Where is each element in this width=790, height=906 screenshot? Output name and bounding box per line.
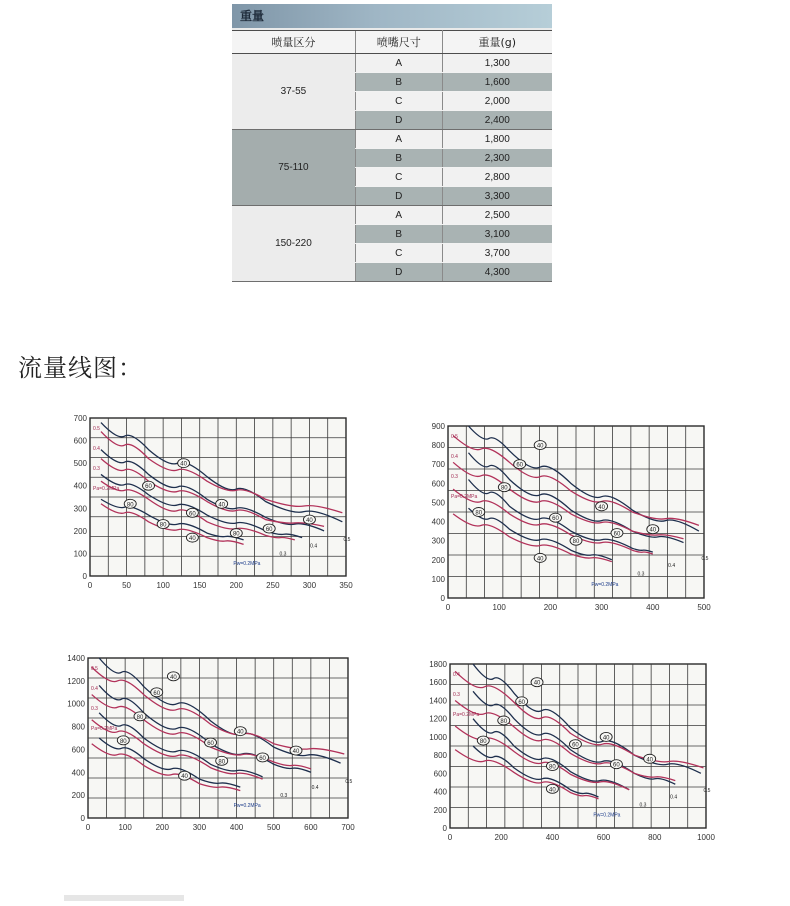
y-tick-label: 1200 <box>67 676 85 686</box>
curve-marker-label: 60 <box>265 527 273 534</box>
y-tick-label: 1200 <box>429 714 447 724</box>
section-title-flow-charts: 流量线图： <box>18 354 143 382</box>
bottom-cropped-text <box>64 895 184 901</box>
pressure-label: 0.4 <box>310 543 318 550</box>
air-pressure-label: 0.5 <box>451 434 458 440</box>
curve-marker-label: 60 <box>516 462 524 469</box>
air-pressure-label: Pa=0.2MPa <box>453 712 480 718</box>
chart-svg <box>422 420 722 620</box>
x-tick-label: 700 <box>341 823 355 832</box>
pressure-label: Pw=0.2MPa <box>591 581 619 588</box>
curve-marker-label: 40 <box>236 729 244 736</box>
nozzle-size-cell: C <box>355 92 442 111</box>
curve-marker-label: 60 <box>572 742 579 749</box>
weight-table-panel <box>232 4 552 276</box>
y-tick-label: 1800 <box>429 660 447 669</box>
curve-marker-label: 60 <box>613 531 621 538</box>
x-tick-label: 0 <box>447 833 453 842</box>
pressure-label: 0.5 <box>703 787 711 794</box>
air-pressure-label: 0.3 <box>453 692 460 698</box>
x-tick-label: 100 <box>156 581 170 590</box>
x-tick-label: 400 <box>545 833 560 842</box>
table-row <box>232 54 552 73</box>
air-pressure-label: 0.4 <box>453 672 460 678</box>
x-tick-label: 500 <box>697 603 711 612</box>
curve-marker-label: 60 <box>518 699 526 706</box>
y-tick-label: 200 <box>431 555 445 565</box>
weight-cell: 1,800 <box>442 130 552 149</box>
curve-marker-label: 80 <box>500 485 508 492</box>
y-tick-label: 1600 <box>429 678 447 688</box>
curve-marker-label: 80 <box>136 714 144 721</box>
weight-cell: 2,000 <box>442 92 552 111</box>
weight-cell: 2,500 <box>442 206 552 225</box>
pressure-label: 0.4 <box>668 563 676 570</box>
x-tick-label: 400 <box>646 603 660 612</box>
y-tick-label: 400 <box>431 517 445 527</box>
curve-marker-label: 40 <box>181 774 188 781</box>
curve-marker-label: 80 <box>479 739 487 746</box>
y-tick-label: 0 <box>442 824 447 833</box>
nozzle-size-cell: D <box>355 111 442 130</box>
nozzle-size-cell: D <box>355 187 442 206</box>
y-tick-label: 800 <box>71 722 85 732</box>
y-tick-label: 400 <box>433 787 447 797</box>
curve-marker-label: 40 <box>533 680 541 687</box>
curve-marker-label: 80 <box>475 510 483 517</box>
curve-marker-label: 40 <box>170 674 177 681</box>
y-tick-label: 400 <box>73 481 87 491</box>
x-tick-label: 500 <box>267 823 281 832</box>
chart-svg <box>58 652 358 842</box>
curve-marker-label: 60 <box>145 484 152 491</box>
curve-marker-label: 60 <box>207 741 214 748</box>
weight-table <box>232 30 552 282</box>
nozzle-size-cell: D <box>355 263 442 282</box>
y-tick-label: 0 <box>82 572 87 581</box>
x-tick-label: 50 <box>122 581 132 590</box>
air-pressure-label: Pa=0.2MPa <box>91 726 118 732</box>
x-tick-label: 200 <box>543 603 558 612</box>
curve-marker-label: 40 <box>602 735 610 742</box>
nozzle-size-cell: C <box>355 168 442 187</box>
curve-marker-label: 40 <box>598 504 605 511</box>
group-range-cell: 75-110 <box>232 130 355 206</box>
x-tick-label: 600 <box>304 823 318 832</box>
weight-cell: 2,300 <box>442 149 552 168</box>
y-tick-label: 700 <box>73 414 87 423</box>
weight-cell: 3,100 <box>442 225 552 244</box>
x-tick-label: 600 <box>596 833 611 842</box>
weight-cell: 1,300 <box>442 54 552 73</box>
y-tick-label: 500 <box>73 459 87 469</box>
air-pressure-label: 0.5 <box>93 426 100 432</box>
y-tick-label: 100 <box>431 574 445 584</box>
x-tick-label: 800 <box>648 833 662 842</box>
x-tick-label: 150 <box>193 581 207 590</box>
x-tick-label: 100 <box>492 603 506 612</box>
nozzle-size-cell: A <box>355 130 442 149</box>
x-tick-label: 0 <box>445 603 451 612</box>
curve-marker-label: 80 <box>119 738 127 745</box>
air-pressure-label: 0.3 <box>451 474 458 480</box>
curve-marker-label: 80 <box>572 539 580 546</box>
y-tick-label: 200 <box>433 805 447 815</box>
curve-marker-label: 40 <box>189 536 196 543</box>
x-tick-label: 300 <box>302 581 317 590</box>
pressure-label: 0.3 <box>637 571 645 578</box>
x-tick-label: 0 <box>85 823 91 832</box>
x-tick-label: 400 <box>229 823 244 832</box>
curve-marker-label: 40 <box>306 518 313 525</box>
air-pressure-label: 0.5 <box>91 666 98 672</box>
curve-marker-label: 80 <box>500 718 508 725</box>
y-tick-label: 100 <box>73 549 87 559</box>
pressure-label: Pw=0.2MPa <box>593 812 621 819</box>
curve-marker-label: 80 <box>126 502 134 509</box>
curve-marker-label: 80 <box>232 531 240 538</box>
air-pressure-label: 0.3 <box>93 466 100 472</box>
flow-chart-4 <box>420 658 720 852</box>
curve-marker-label: 40 <box>180 461 187 468</box>
air-pressure-label: Pa=0.2MPa <box>451 494 478 500</box>
table-row <box>232 130 552 149</box>
air-pressure-label: 0.4 <box>451 454 458 460</box>
y-tick-label: 1000 <box>429 732 447 742</box>
curve-marker-label: 60 <box>552 516 559 523</box>
y-tick-label: 800 <box>431 441 445 451</box>
curve-marker-label: 40 <box>646 757 654 764</box>
table-header-row <box>232 31 552 54</box>
curve-marker-label: 60 <box>189 511 196 518</box>
nozzle-size-cell: B <box>355 149 442 168</box>
pressure-label: 0.3 <box>639 802 647 809</box>
y-tick-label: 700 <box>431 460 445 470</box>
col-header-nozzle-size: 喷嘴尺寸 <box>355 31 442 54</box>
y-tick-label: 200 <box>71 791 85 801</box>
weight-table-header-bar <box>232 4 552 28</box>
x-tick-label: 350 <box>339 581 353 590</box>
chart-svg <box>420 658 720 852</box>
flow-chart-3 <box>58 652 358 842</box>
y-tick-label: 1000 <box>67 699 85 709</box>
curve-marker-label: 60 <box>259 755 266 762</box>
y-tick-label: 900 <box>431 422 445 431</box>
col-header-range: 喷量区分 <box>232 31 355 54</box>
nozzle-size-cell: A <box>355 206 442 225</box>
y-tick-label: 300 <box>431 536 445 546</box>
group-range-cell: 150-220 <box>232 206 355 282</box>
y-tick-label: 400 <box>71 768 85 778</box>
pressure-label: 0.5 <box>345 778 353 785</box>
curve-marker-label: 40 <box>549 787 556 794</box>
y-tick-label: 600 <box>433 769 447 779</box>
table-row <box>232 206 552 225</box>
group-range-cell: 37-55 <box>232 54 355 130</box>
y-tick-label: 0 <box>440 594 445 603</box>
x-tick-label: 250 <box>266 581 280 590</box>
y-tick-label: 500 <box>431 498 445 508</box>
weight-cell: 3,300 <box>442 187 552 206</box>
curve-marker-label: 40 <box>292 749 300 756</box>
curve-marker-label: 40 <box>649 527 657 534</box>
y-tick-label: 800 <box>433 751 447 761</box>
pressure-label: 0.4 <box>670 794 678 801</box>
pressure-label: Pw=0.2MPa <box>233 560 261 567</box>
y-tick-label: 1400 <box>67 654 85 663</box>
x-tick-label: 200 <box>155 823 169 832</box>
y-tick-label: 200 <box>73 526 87 536</box>
air-pressure-label: 0.4 <box>91 686 98 692</box>
pressure-label: 0.3 <box>279 551 287 558</box>
weight-cell: 2,800 <box>442 168 552 187</box>
pressure-label: 0.5 <box>343 537 351 544</box>
curve-marker-label: 60 <box>153 690 161 697</box>
air-pressure-label: 0.3 <box>91 706 98 712</box>
nozzle-size-cell: C <box>355 244 442 263</box>
flow-chart-1 <box>68 408 413 638</box>
col-header-weight: 重量(g) <box>442 31 552 54</box>
y-tick-label: 300 <box>73 504 87 514</box>
curve-marker-label: 40 <box>218 502 226 509</box>
pressure-label: 0.4 <box>311 785 319 792</box>
y-tick-label: 1400 <box>429 696 447 706</box>
curve-marker-label: 40 <box>536 443 544 450</box>
weight-cell: 2,400 <box>442 111 552 130</box>
air-pressure-label: Pa=0.2MPa <box>93 486 120 492</box>
x-tick-label: 200 <box>229 581 243 590</box>
nozzle-size-cell: A <box>355 54 442 73</box>
curve-marker-label: 40 <box>536 556 544 563</box>
x-tick-label: 300 <box>594 603 609 612</box>
weight-table-title: 重量 <box>240 9 265 23</box>
y-tick-label: 600 <box>73 436 87 446</box>
x-tick-label: 300 <box>192 823 207 832</box>
air-pressure-label: 0.4 <box>93 446 100 452</box>
y-tick-label: 600 <box>71 745 85 755</box>
pressure-label: Pw=0.2MPa <box>233 802 261 809</box>
y-tick-label: 600 <box>431 479 445 489</box>
y-tick-label: 0 <box>80 814 85 823</box>
x-tick-label: 1000 <box>697 833 715 842</box>
x-tick-label: 100 <box>118 823 132 832</box>
nozzle-size-cell: B <box>355 73 442 92</box>
weight-cell: 4,300 <box>442 263 552 282</box>
x-tick-label: 200 <box>494 833 508 842</box>
curve-marker-label: 60 <box>613 762 620 769</box>
pressure-label: 0.3 <box>280 793 288 800</box>
curve-marker-label: 80 <box>218 759 226 766</box>
curve-marker-label: 80 <box>549 764 556 771</box>
weight-cell: 3,700 <box>442 244 552 263</box>
curve-marker-label: 80 <box>159 522 167 529</box>
chart-svg <box>68 408 358 598</box>
nozzle-size-cell: B <box>355 225 442 244</box>
pressure-label: 0.5 <box>701 556 709 563</box>
x-tick-label: 0 <box>87 581 93 590</box>
weight-cell: 1,600 <box>442 73 552 92</box>
flow-chart-2 <box>422 420 722 620</box>
